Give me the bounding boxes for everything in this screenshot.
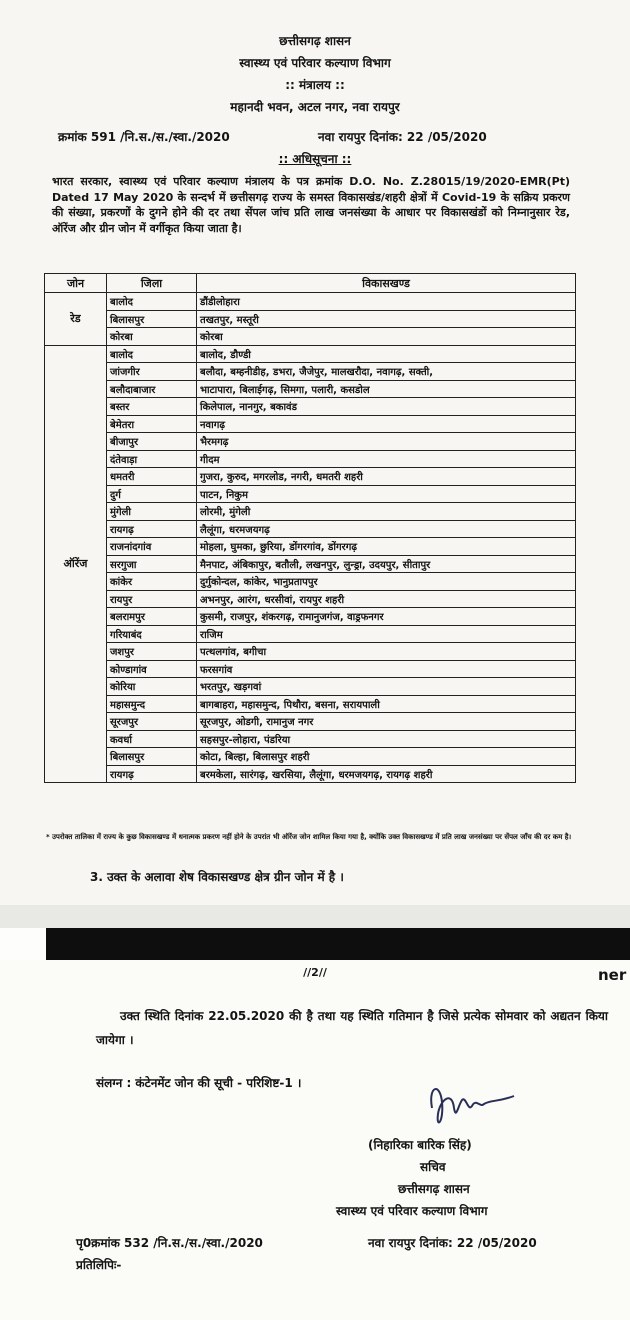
blocks-cell: भरतपुर, खड़गवां [197, 678, 576, 696]
table-row [45, 380, 576, 398]
page-marker: //2// [303, 966, 327, 979]
blocks-cell: दुर्गुकोन्दल, कांकेर, भानुप्रतापपुर [197, 573, 576, 591]
table-row [45, 643, 576, 661]
orange-zone-label: ऑरेंज [45, 345, 107, 783]
blocks-cell: किलेपाल, नानगुर, बकावंड [197, 398, 576, 416]
endorsement-date: नवा रायपुर दिनांक: 22 /05/2020 [368, 1236, 537, 1250]
govt-name: छत्तीसगढ़ शासन [279, 34, 351, 48]
blocks-cell: बालोद, डौण्डी [197, 345, 576, 363]
header-blocks: विकासखण्ड [197, 274, 576, 293]
blocks-cell: राजिम [197, 625, 576, 643]
zone-table [44, 273, 576, 783]
table-row [45, 415, 576, 433]
district-cell: कोण्डागांव [107, 660, 197, 678]
table-row [45, 730, 576, 748]
district-cell: बस्तर [107, 398, 197, 416]
table-row [45, 310, 576, 328]
district-cell: राजनांदगांव [107, 538, 197, 556]
status-paragraph: उक्त स्थिति दिनांक 22.05.2020 की है तथा यह स्थिति गतिमान है जिसे प्रत्येक सोमवार को अद्यतन किया जायेगा । [96, 1009, 608, 1047]
blocks-cell: लैलूंगा, धरमजयगढ़ [197, 520, 576, 538]
header-zone: जोन [45, 274, 107, 293]
table-row [45, 660, 576, 678]
district-cell: कोरबा [107, 328, 197, 346]
blocks-cell: सहसपुर-लोहारा, पंडरिया [197, 730, 576, 748]
blocks-cell: फरसगांव [197, 660, 576, 678]
table-row [45, 695, 576, 713]
intro-paragraph: भारत सरकार, स्वास्थ्य एवं परिवार कल्याण मंत्रालय के पत्र क्रमांक D.O. No. Z.28015/19/2020-EMR(Pt) Dated 17 May 2020 के सन्दर्भ में छत्तीसगढ़ राज्य के समस्त विकासखंड/शहरी क्षेत्रों में Covid-19 के सक्रिय प्रकरण की संख्या, प्रकरणों के दुगने होने की दर तथा सेंपल जांच प्रति लाख जनसंख्या के आधार पर विकासखंडों को निम्नानुसार रेड, ऑरेंज और ग्रीन जोन में वर्गीकृत किया जाता है। [52, 175, 570, 235]
district-cell: बिलासपुर [107, 748, 197, 766]
point-three: 3. उक्त के अलावा शेष विकासखण्ड क्षेत्र ग्रीन जोन में है । [90, 870, 344, 884]
reference-date: नवा रायपुर दिनांक: 22 /05/2020 [318, 130, 487, 144]
district-cell: बिलासपुर [107, 310, 197, 328]
blocks-cell: सूरजपुर, ओडगी, रामानुज नगर [197, 713, 576, 731]
table-row [45, 293, 576, 311]
district-cell: जांजगीर [107, 363, 197, 381]
header-district: जिला [107, 274, 197, 293]
blocks-cell: लोरमी, मुंगेली [197, 503, 576, 521]
district-cell: रायगढ़ [107, 765, 197, 783]
table-row [45, 625, 576, 643]
table-row [45, 555, 576, 573]
table-row [45, 713, 576, 731]
table-row [45, 573, 576, 591]
notification-title: :: अधिसूचना :: [278, 152, 352, 166]
signatory-name: (निहारिका बारिक सिंह) [368, 1138, 472, 1152]
table-row [45, 678, 576, 696]
table-row [45, 433, 576, 451]
table-header-row [45, 274, 576, 293]
ministry-label: :: मंत्रालय :: [285, 78, 345, 92]
district-cell: धमतरी [107, 468, 197, 486]
district-cell: बलौदाबाजार [107, 380, 197, 398]
table-row [45, 608, 576, 626]
table-row [45, 590, 576, 608]
district-cell: रायगढ़ [107, 520, 197, 538]
table-row [45, 345, 576, 363]
table-row [45, 503, 576, 521]
endorsement-number: पृ0क्रमांक 532 /नि.स./स./स्वा./2020 [76, 1236, 263, 1250]
signatory-govt: छत्तीसगढ़ शासन [398, 1182, 470, 1196]
dept-name: स्वास्थ्य एवं परिवार कल्याण विभाग [239, 56, 391, 70]
office-address: महानदी भवन, अटल नगर, नवा रायपुर [230, 100, 400, 114]
blocks-cell: बरमकेला, सारंगढ़, खरसिया, लैलूंगा, धरमजयगढ़, रायगढ़ शहरी [197, 765, 576, 783]
district-cell: कोरिया [107, 678, 197, 696]
signatory-dept: स्वास्थ्य एवं परिवार कल्याण विभाग [336, 1204, 488, 1218]
table-row [45, 363, 576, 381]
table-row [45, 485, 576, 503]
blocks-cell: बलौदा, बम्हनीडीह, डभरा, जैजेपुर, मालखरौदा, नवागढ़, सक्ती, [197, 363, 576, 381]
table-row [45, 520, 576, 538]
district-cell: दुर्ग [107, 485, 197, 503]
orange-zone-rows [45, 345, 576, 783]
district-cell: दंतेवाड़ा [107, 450, 197, 468]
blocks-cell: कोरबा [197, 328, 576, 346]
district-cell: जशपुर [107, 643, 197, 661]
reference-number: क्रमांक 591 /नि.स./स./स्वा./2020 [58, 130, 230, 144]
blocks-cell: मोहला, घुमका, छुरिया, डोंगरगांव, डोंगरगढ़ [197, 538, 576, 556]
blocks-cell: कुसमी, राजपुर, शंकरगढ़, रामानुजगंज, वाड्रफनगर [197, 608, 576, 626]
district-cell: रायपुर [107, 590, 197, 608]
district-cell: बेमेतरा [107, 415, 197, 433]
district-cell: बीजापुर [107, 433, 197, 451]
district-cell: बालोद [107, 293, 197, 311]
blocks-cell: कोटा, बिल्हा, बिलासपुर शहरी [197, 748, 576, 766]
blocks-cell: नवागढ़ [197, 415, 576, 433]
blocks-cell: पत्थलगांव, बगीचा [197, 643, 576, 661]
table-row [45, 398, 576, 416]
blocks-cell: मैनपाट, अंबिकापुर, बतौली, लखनपुर, लुन्ड्रा, उदयपुर, सीतापुर [197, 555, 576, 573]
signatory-title: सचिव [420, 1160, 446, 1174]
signature-mark [418, 1078, 528, 1138]
blocks-cell: गीदम [197, 450, 576, 468]
district-cell: मुंगेली [107, 503, 197, 521]
blocks-cell: गुजरा, कुरुद, मगरलोड, नगरी, धमतरी शहरी [197, 468, 576, 486]
table-row [45, 468, 576, 486]
red-zone-rows [45, 293, 576, 346]
blocks-cell: अभनपुर, आरंग, धरसीवां, रायपुर शहरी [197, 590, 576, 608]
table-row [45, 450, 576, 468]
district-cell: सरगुजा [107, 555, 197, 573]
blocks-cell: तखतपुर, मस्तूरी [197, 310, 576, 328]
table-row [45, 328, 576, 346]
blocks-cell: पाटन, निकुम [197, 485, 576, 503]
edge-text: ner [598, 966, 627, 984]
district-cell: बालोद [107, 345, 197, 363]
page-two [0, 960, 630, 1320]
scan-shadow-top [46, 928, 630, 960]
blocks-cell: भाटापारा, बिलाईगढ़, सिमगा, पलारी, कसडोल [197, 380, 576, 398]
copy-to-label: प्रतिलिपिः- [76, 1258, 122, 1272]
district-cell: महासमुन्द [107, 695, 197, 713]
table-row [45, 765, 576, 783]
district-cell: गरियाबंद [107, 625, 197, 643]
table-row [45, 748, 576, 766]
blocks-cell: डौंडीलोहारा [197, 293, 576, 311]
district-cell: सूरजपुर [107, 713, 197, 731]
blocks-cell: बागबाहरा, महासमुन्द, पिथौरा, बसना, सरायपाली [197, 695, 576, 713]
district-cell: कवर्धा [107, 730, 197, 748]
scan-gap [0, 905, 630, 928]
table-footnote: * उपरोक्त तालिका में राज्य के कुछ विकासखण्ड में धनात्मक प्रकरण नहीं होने के उपरांत भी ऑरेंज जोन शामिल किया गया है, क्योंकि उक्त विकासखण्ड में प्रति लाख जनसंख्या पर सेंपल जाँच की दर कम है। [46, 833, 572, 841]
district-cell: कांकेर [107, 573, 197, 591]
blocks-cell: भैरमगढ़ [197, 433, 576, 451]
district-cell: बलरामपुर [107, 608, 197, 626]
red-zone-label: रेड [45, 293, 107, 346]
enclosure-line: संलग्न : कंटेनमेंट जोन की सूची - परिशिष्ट-1 । [96, 1076, 302, 1090]
table-row [45, 538, 576, 556]
